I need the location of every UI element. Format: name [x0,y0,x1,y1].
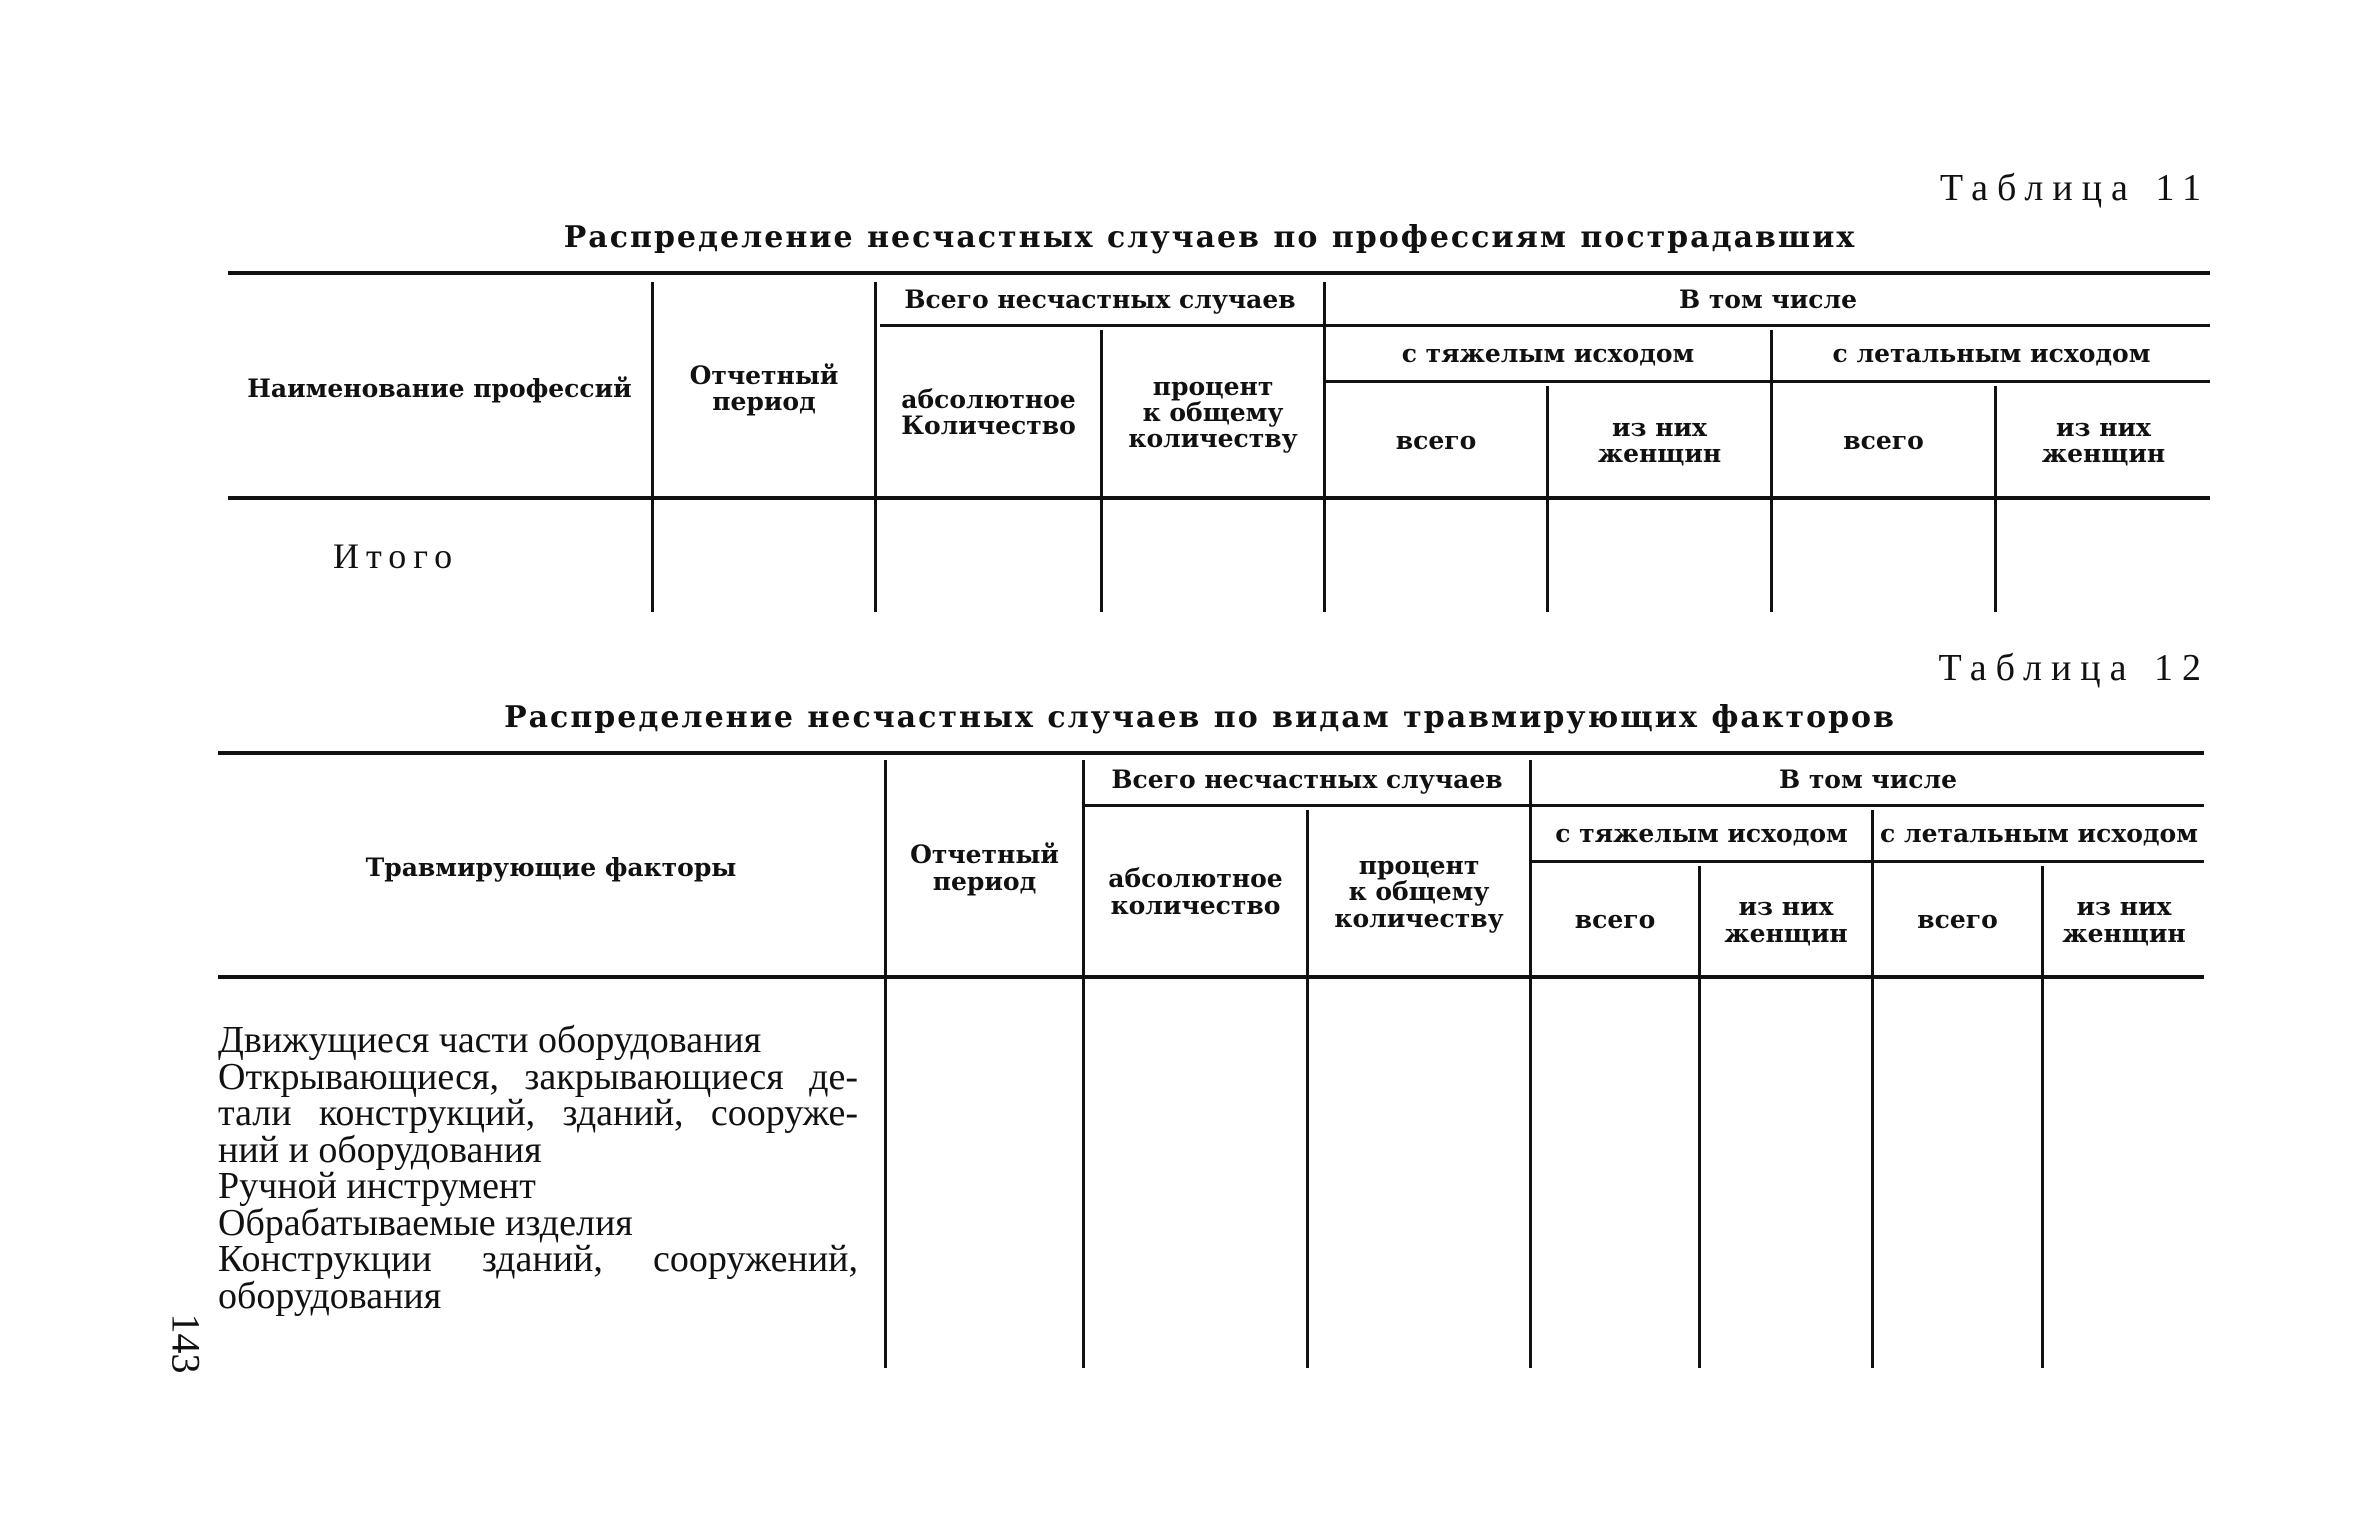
header-reporting-period: Отчетный период [689,360,839,416]
table-11-top-rule [228,271,2210,275]
factor-line: Движущиеся части оборудования [218,1019,762,1061]
header-absolute-count: абсолютное Количество [901,384,1076,440]
table-12-title: Распределение несчастных случаев по видам травмирующих факторов [504,700,1896,735]
header-fatal-women: из них женщин [2062,892,2186,948]
header-profession-name: Наименование профессий [247,373,632,403]
table-11-header-bottom [228,496,2210,500]
header-severe-outcome: с тяжелым исходом [1401,338,1695,368]
total-row-label: Итого [333,536,460,576]
header-severe-all: всего [1395,425,1477,455]
header-severe-women: из них женщин [1597,412,1722,468]
table-12-header-bottom [218,975,2204,979]
page-number: 143 [163,1313,209,1374]
header-severe-outcome: с тяжелым исходом [1555,818,1848,848]
header-percent-of-total: процент к общему количеству [1334,851,1504,933]
factor-line: Обрабатываемые изделия [218,1201,633,1244]
header-including: В том числе [1778,764,1957,794]
injury-factor-list [218,1019,858,1317]
table-12-top-rule [218,751,2204,755]
factor-line: ний и оборудования [218,1128,542,1171]
table-12-label: Таблица 12 [1938,647,2210,689]
factor-line: тали конструкций, зданий, сооруже- [218,1092,858,1134]
header-reporting-period: Отчетный период [910,840,1059,896]
header-severe-women: из них женщин [1724,892,1848,948]
factor-line: оборудования [218,1274,442,1317]
header-absolute-count: абсолютное количество [1108,864,1283,920]
table-11-rule-including [1323,380,2210,383]
table-11-rule-group [880,324,2210,327]
header-including: В том числе [1678,284,1857,314]
header-fatal-women: из них женщин [2041,412,2166,468]
header-fatal-outcome: с летальным исходом [1832,338,2151,368]
header-percent-of-total: процент к общему количеству [1128,371,1298,454]
table-11-label: Таблица 11 [1939,167,2210,209]
header-fatal-all: всего [1843,425,1924,455]
factor-line: Конструкции зданий, сооружений, [218,1238,858,1280]
header-severe-all: всего [1574,905,1656,935]
header-total-accidents: Всего несчастных случаев [904,284,1296,314]
factor-line: Ручной инструмент [218,1165,536,1207]
table-11-title: Распределение несчастных случаев по профессиям пострадавших [563,220,1857,255]
table-12-rule-including [1532,860,2204,863]
header-fatal-outcome: с летальным исходом [1880,818,2198,848]
header-injury-factors: Травмирующие факторы [365,853,737,883]
header-total-accidents: Всего несчастных случаев [1111,764,1503,794]
table-12-rule-group [1085,804,2204,807]
factor-line: Открывающиеся, закрывающиеся де- [218,1055,858,1098]
header-fatal-all: всего [1917,905,1998,935]
